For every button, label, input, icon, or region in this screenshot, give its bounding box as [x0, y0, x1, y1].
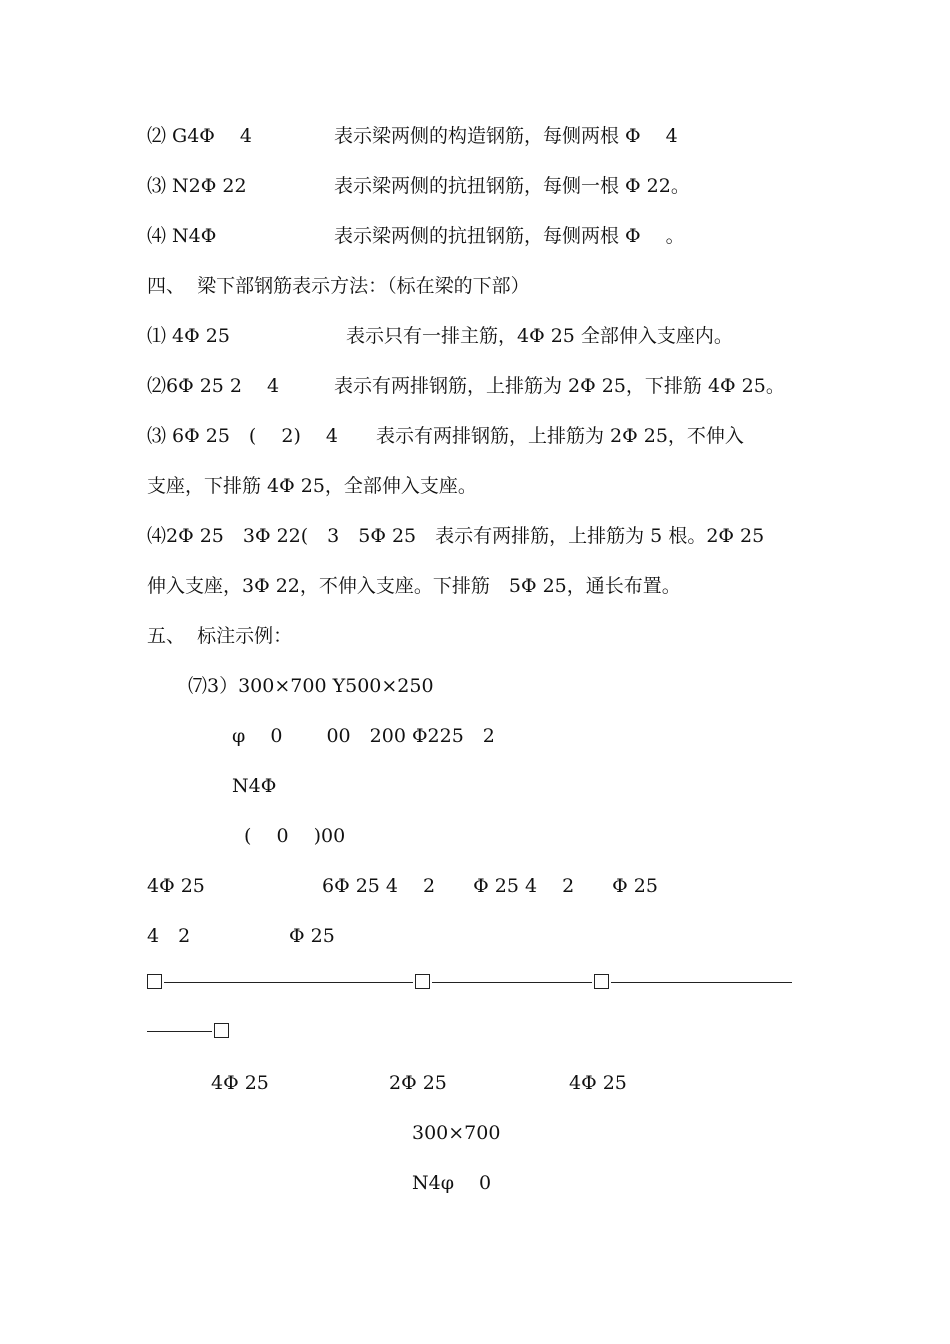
- example-top-left-bars: 4Φ 25: [147, 875, 205, 897]
- example-second-row-a: 4 2: [147, 925, 191, 947]
- s4-item-1-code: ⑴ 4Φ 25: [147, 325, 230, 347]
- support-box-3: [594, 974, 609, 989]
- s4-item-2-desc: 表示有两排钢筋，上排筋为 2Φ 25，下排筋 4Φ 25。: [334, 375, 785, 397]
- span-line-4: [147, 1031, 212, 1032]
- section-5-heading: 五、 标注示例：: [147, 625, 293, 647]
- example-second-row-b: Φ 25: [289, 925, 335, 947]
- span-line-3: [611, 982, 792, 983]
- item-3-code: ⑶ N2Φ 22: [147, 175, 247, 197]
- section-size: 300×700: [412, 1122, 501, 1144]
- support-box-2: [415, 974, 430, 989]
- s4-item-3-line-1: ⑶ 6Φ 25 ( 2) 4 表示有两排钢筋，上排筋为 2Φ 25，不伸入: [147, 425, 744, 447]
- s4-item-1-desc: 表示只有一排主筋，4Φ 25 全部伸入支座内。: [346, 325, 733, 347]
- example-top-mid-bars: 6Φ 25 4 2 Φ 25 4 2 Φ 25: [322, 875, 658, 897]
- section-4-heading: 四、 梁下部钢筋表示方法：（标在梁的下部）: [147, 275, 530, 297]
- s4-item-2-code: ⑵6Φ 25 2 4: [147, 375, 280, 397]
- span-line-1: [164, 982, 413, 983]
- example-stirrup-line: φ 0 00 200 Φ225 2: [232, 725, 495, 747]
- item-2-code: ⑵ G4Φ 4: [147, 125, 253, 147]
- bottom-bars-left: 4Φ 25: [211, 1072, 269, 1094]
- torsion-bars: N4φ 0: [412, 1172, 492, 1194]
- span-line-2: [432, 982, 592, 983]
- s4-item-4-line-2: 伸入支座，3Φ 22，不伸入支座。下排筋 5Φ 25，通长布置。: [147, 575, 681, 597]
- example-elevation-line: ( 0 )00: [244, 825, 346, 847]
- example-beam-label: ⑺3）300×700 Y500×250: [188, 675, 434, 697]
- bottom-bars-right: 4Φ 25: [569, 1072, 627, 1094]
- s4-item-3-line-2: 支座，下排筋 4Φ 25，全部伸入支座。: [147, 475, 477, 497]
- example-torsion-line: N4Φ: [232, 775, 277, 797]
- support-box-4: [214, 1023, 229, 1038]
- support-box-1: [147, 974, 162, 989]
- item-4-desc: 表示梁两侧的抗扭钢筋，每侧两根 Φ 。: [334, 225, 685, 247]
- s4-item-4-line-1: ⑷2Φ 25 3Φ 22( 3 5Φ 25 表示有两排筋，上排筋为 5 根。2Φ 25: [147, 525, 765, 547]
- item-3-desc: 表示梁两侧的抗扭钢筋，每侧一根 Φ 22。: [334, 175, 690, 197]
- item-4-code: ⑷ N4Φ: [147, 225, 217, 247]
- item-2-desc: 表示梁两侧的构造钢筋，每侧两根 Φ 4: [334, 125, 678, 147]
- bottom-bars-mid: 2Φ 25: [389, 1072, 447, 1094]
